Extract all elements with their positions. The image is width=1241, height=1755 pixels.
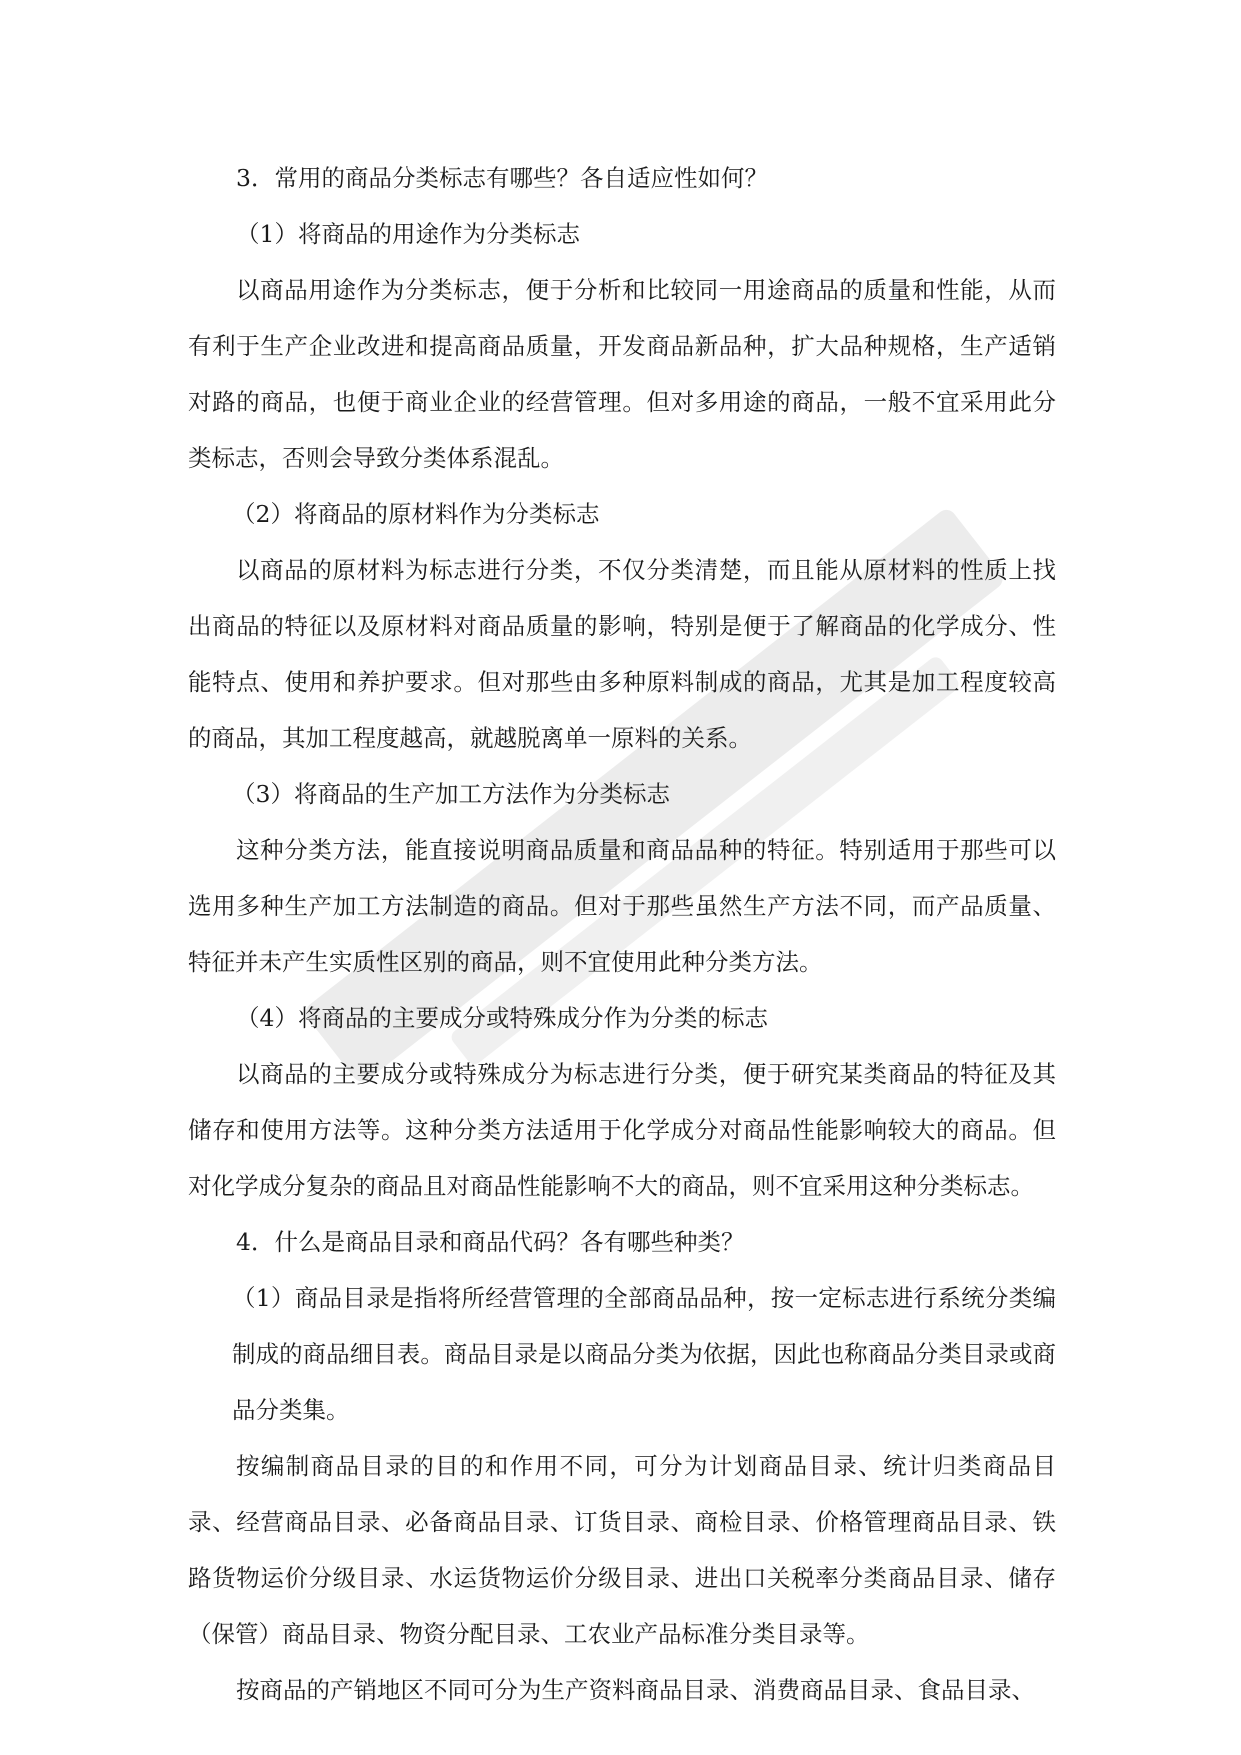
q4-paragraph-2: 按编制商品目录的目的和作用不同，可分为计划商品目录、统计归类商品目录、经营商品目录、必备商品目录、订货目录、商检目录、价格管理商品目录、铁路货物运价分级目录、水运货物运价分级目录、进出口关税率分类商品目录、储存（保管）商品目录、物资分配目录、工农业产品标准分类目录等。 — [188, 1452, 1056, 1648]
q3-item-1-heading: （1）将商品的用途作为分类标志 — [236, 220, 580, 248]
q4-paragraph-3: 按商品的产销地区不同可分为生产资料商品目录、消费商品目录、食品目录、 — [236, 1676, 1035, 1704]
q3-item-3-heading: （3）将商品的生产加工方法作为分类标志 — [232, 780, 670, 808]
question-3-heading: 3．常用的商品分类标志有哪些？各自适应性如何？ — [236, 164, 768, 192]
q3-item-4-text: 以商品的主要成分或特殊成分为标志进行分类，便于研究某类商品的特征及其储存和使用方法等。这种分类方法适用于化学成分对商品性能影响较大的商品。但对化学成分复杂的商品且对商品性能影响不大的商品，则不宜采用这种分类标志。 — [188, 1060, 1056, 1200]
q3-item-3-text: 这种分类方法，能直接说明商品质量和商品品种的特征。特别适用于那些可以选用多种生产加工方法制造的商品。但对于那些虽然生产方法不同，而产品质量、特征并未产生实质性区别的商品，则不宜使用此种分类方法。 — [188, 836, 1056, 976]
question-4-heading: 4．什么是商品目录和商品代码？各有哪些种类？ — [236, 1228, 745, 1256]
q3-item-1-text: 以商品用途作为分类标志，便于分析和比较同一用途商品的质量和性能，从而有利于生产企业改进和提高商品质量，开发商品新品种，扩大品种规格，生产适销对路的商品，也便于商业企业的经营管理。但对多用途的商品，一般不宜采用此分类标志，否则会导致分类体系混乱。 — [188, 276, 1056, 472]
q3-item-2-heading: （2）将商品的原材料作为分类标志 — [232, 500, 600, 528]
q3-item-2-text: 以商品的原材料为标志进行分类，不仅分类清楚，而且能从原材料的性质上找出商品的特征以及原材料对商品质量的影响，特别是便于了解商品的化学成分、性能特点、使用和养护要求。但对那些由多种原料制成的商品，尤其是加工程度较高的商品，其加工程度越高，就越脱离单一原料的关系。 — [188, 556, 1056, 752]
q3-item-4-heading: （4）将商品的主要成分或特殊成分作为分类的标志 — [236, 1004, 768, 1032]
q4-item-1-text: （1）商品目录是指将所经营管理的全部商品品种，按一定标志进行系统分类编制成的商品细目表。商品目录是以商品分类为依据，因此也称商品分类目录或商品分类集。 — [232, 1284, 1056, 1424]
document-page — [188, 150, 1056, 1718]
